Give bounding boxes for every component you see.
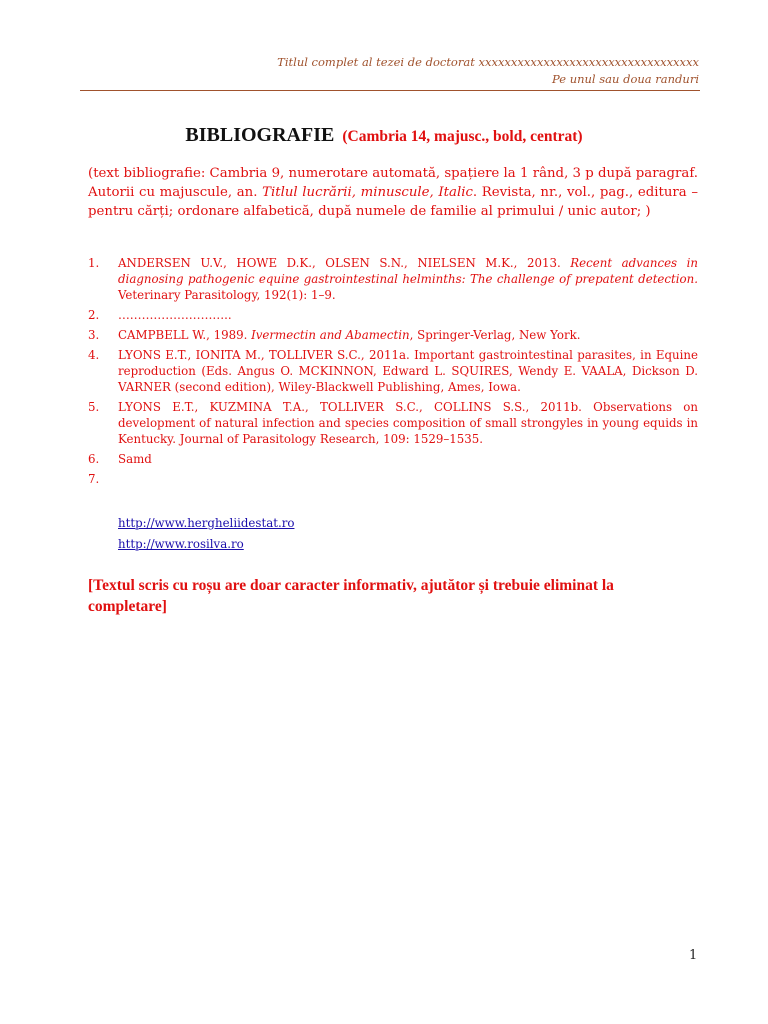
- bibliography-heading: BIBLIOGRAFIE: [185, 124, 335, 146]
- reference-item: [88, 327, 698, 343]
- instructions-text-1: (text bibliografie: Cambria 9, numerotare automată, spațiere la 1 rând, 3 p după paragraf. Autorii cu majuscule, an.: [88, 166, 698, 200]
- reference-title: Ivermectin and Abamectin: [251, 328, 410, 342]
- reference-authors: ANDERSEN U.V., HOWE D.K., OLSEN S.N., NIELSEN M.K., 2013.: [118, 256, 571, 270]
- heading-format-note: (Cambria 14, majusc., bold, centrat): [342, 128, 583, 145]
- reference-number: 1.: [88, 256, 100, 270]
- page-number: 1: [689, 948, 698, 963]
- link-herghelii[interactable]: http://www.hergheliidestat.ro: [118, 516, 295, 530]
- reference-number: 3.: [88, 328, 100, 342]
- informative-note: [Textul scris cu roșu are doar caracter informativ, ajutător și trebuie eliminat la completare]: [88, 577, 614, 615]
- reference-source: , Springer-Verlag, New York.: [409, 328, 581, 342]
- reference-item: [88, 307, 698, 323]
- reference-number: 4.: [88, 348, 100, 362]
- header-divider: [80, 90, 700, 91]
- header-subtitle: Pe unul sau doua randuri: [552, 72, 699, 86]
- reference-item: [88, 255, 698, 303]
- reference-number: 6.: [88, 452, 100, 466]
- reference-item: [88, 471, 698, 487]
- reference-text: LYONS E.T., KUZMINA T.A., TOLLIVER S.C., COLLINS S.S., 2011b. Observations on development of natural infection and species composition of small strongyles in young equids in Kentucky. Journal of Parasitology Research, 109: 1529–1535.: [118, 400, 698, 446]
- bibliography-instructions: [88, 164, 698, 221]
- reference-number: 7.: [88, 472, 100, 486]
- reference-source: Veterinary Parasitology, 192(1): 1–9.: [118, 288, 336, 302]
- reference-item: [88, 347, 698, 395]
- reference-number: 5.: [88, 400, 100, 414]
- reference-text: Samd: [118, 452, 152, 466]
- reference-placeholder: ………………………..: [118, 308, 232, 322]
- reference-authors: CAMPBELL W., 1989.: [118, 328, 252, 342]
- reference-item: [88, 399, 698, 447]
- page-header: [80, 54, 699, 88]
- section-title: [0, 124, 768, 147]
- link-rosilva[interactable]: http://www.rosilva.ro: [118, 537, 244, 551]
- header-thesis-title: Titlul complet al tezei de doctorat xxxxxxxxxxxxxxxxxxxxxxxxxxxxxxxxxx: [277, 55, 699, 69]
- reference-item: [88, 451, 698, 467]
- web-links: [118, 513, 294, 555]
- reference-title: Recent advances in diagnosing pathogenic equine gastrointestinal helminths: The challenge of prepatent detection.: [118, 256, 699, 286]
- instructions-text-2: . Revista, nr., vol., pag., editura – pentru cărți; ordonare alfabetică, după numele de familie al primului / unic autor; ): [88, 185, 699, 219]
- instructions-italic: Titlul lucrării, minuscule, Italic: [262, 185, 473, 200]
- reference-text: LYONS E.T., IONITA M., TOLLIVER S.C., 2011a. Important gastrointestinal parasites, in Equine reproduction (Eds. Angus O. MCKINNON, Edward L. SQUIRES, Wendy E. VAALA, Dickson D. VARNER (second edition), Wiley-Blackwell Publishing, Ames, Iowa.: [118, 348, 698, 394]
- reference-list: [88, 255, 698, 491]
- reference-number: 2.: [88, 308, 100, 322]
